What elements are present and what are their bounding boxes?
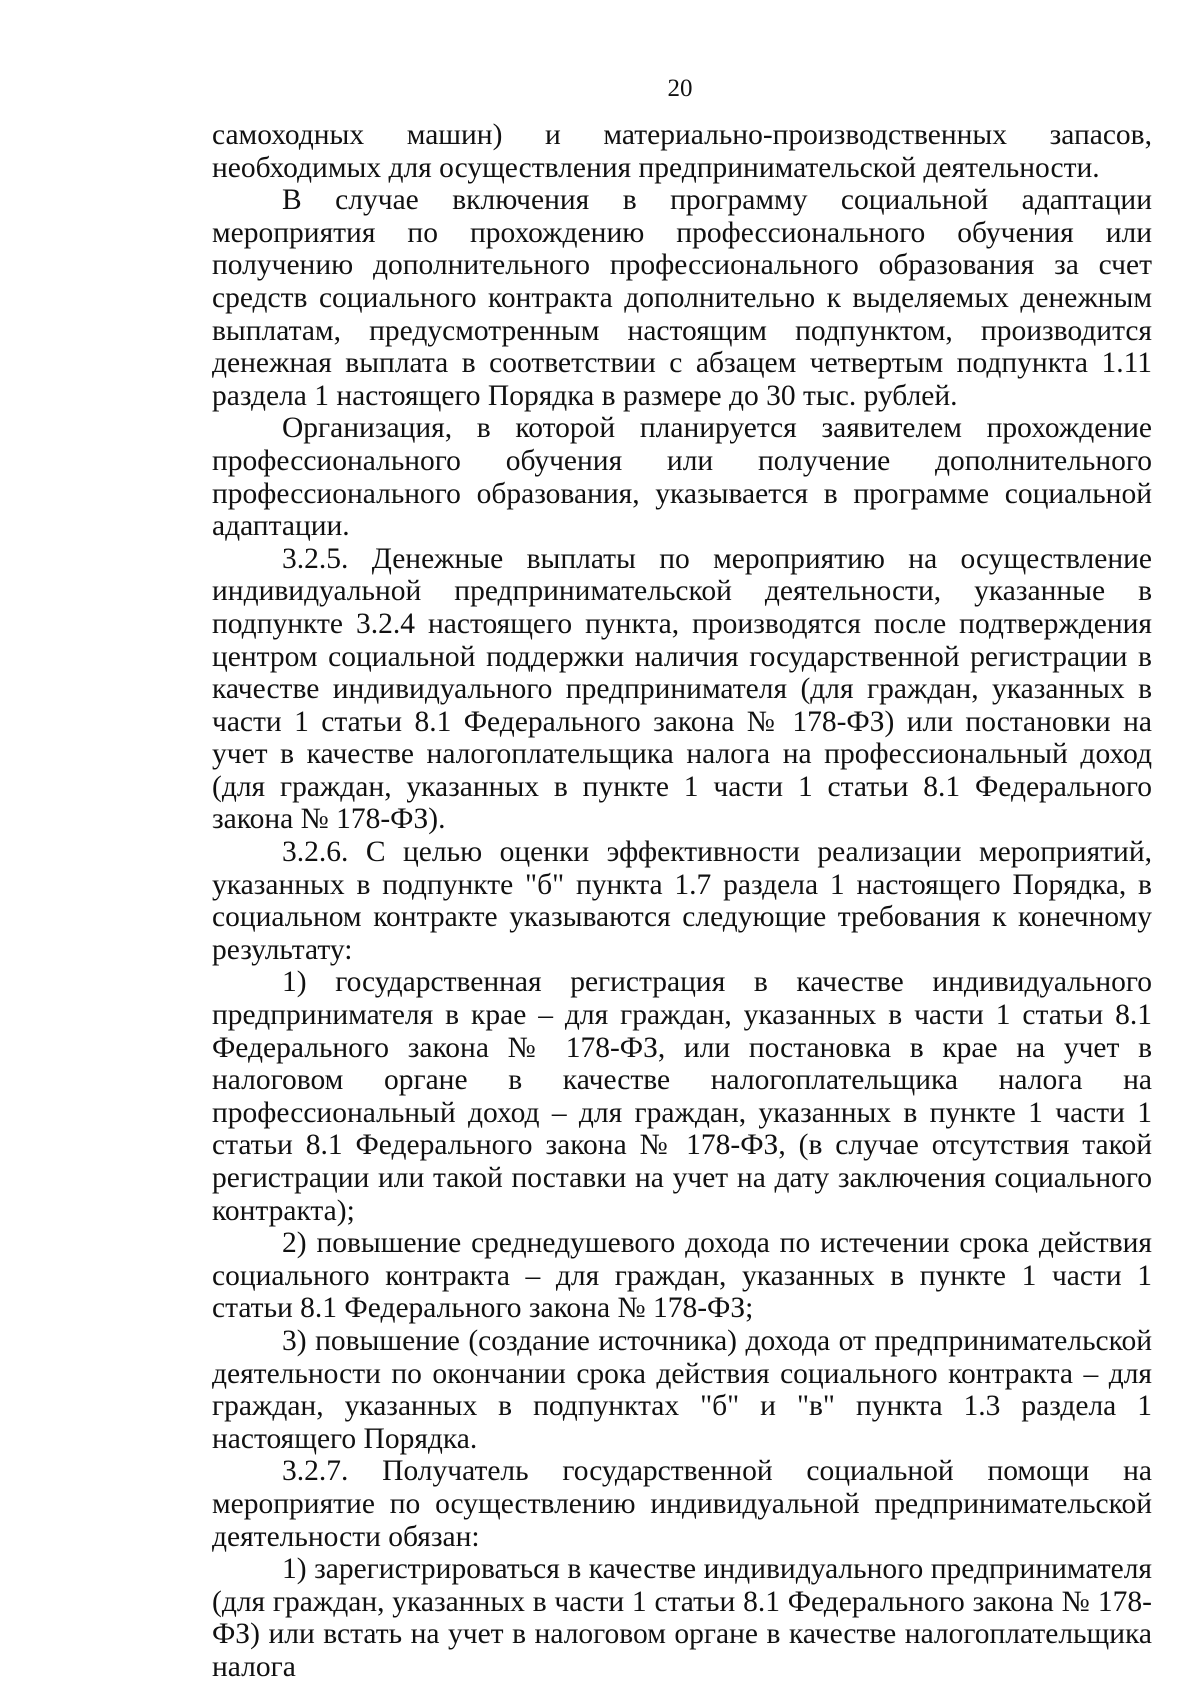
- paragraph-3-2-6-item-3: 3) повышение (создание источника) дохода от предпринимательской деятельности по окончании срока действия социального контракта – для граждан, указанных в подпунктах "б" и "в" пункта 1.3 раздела 1 настоящего Порядка.: [212, 1324, 1152, 1455]
- paragraph-3-2-7-item-1: 1) зарегистрироваться в качестве индивидуального предпринимателя (для граждан, указанных в части 1 статьи 8.1 Федерального закона № 178-ФЗ) или встать на учет в налоговом органе в качестве налогоплательщика налога: [212, 1553, 1152, 1683]
- paragraph-organization: Организация, в которой планируется заявителем прохождение профессионального обучения или получение дополнительного профессионального образования, указывается в программе социальной адаптации.: [212, 412, 1152, 543]
- paragraph-3-2-6: 3.2.6. С целью оценки эффективности реализации мероприятий, указанных в подпункте "б" пункта 1.7 раздела 1 настоящего Порядка, в социальном контракте указываются следующие требования к конечному результату:: [212, 836, 1152, 966]
- document-body: [212, 119, 1152, 1684]
- paragraph-3-2-6-item-1: 1) государственная регистрация в качестве индивидуального предпринимателя в крае – для граждан, указанных в части 1 статьи 8.1 Федерального закона № 178-ФЗ, или постановка в крае на учет в налоговом органе в качестве налогоплательщика налога на профессиональный доход – для граждан, указанных в пункте 1 части 1 статьи 8.1 Федерального закона № 178-ФЗ, (в случае отсутствия такой регистрации или такой поставки на учет на дату заключения социального контракта);: [212, 966, 1152, 1227]
- paragraph-3-2-7: 3.2.7. Получатель государственной социальной помощи на мероприятие по осуществлению индивидуальной предпринимательской деятельности обязан:: [212, 1455, 1152, 1553]
- paragraph-3-2-5: 3.2.5. Денежные выплаты по мероприятию на осуществление индивидуальной предпринимательской деятельности, указанные в подпункте 3.2.4 настоящего пункта, производятся после подтверждения центром социальной поддержки наличия государственной регистрации в качестве индивидуального предпринимателя (для граждан, указанных в части 1 статьи 8.1 Федерального закона № 178-ФЗ) или постановки на учет в качестве налогоплательщика налога на профессиональный доход (для граждан, указанных в пункте 1 части 1 статьи 8.1 Федерального закона № 178-ФЗ).: [212, 542, 1152, 836]
- page-number: 20: [667, 75, 693, 102]
- paragraph-3-2-6-item-2: 2) повышение среднедушевого дохода по истечении срока действия социального контракта – для граждан, указанных в пункте 1 части 1 статьи 8.1 Федерального закона № 178-ФЗ;: [212, 1227, 1152, 1325]
- paragraph-continuation: самоходных машин) и материально-производственных запасов, необходимых для осуществления предпринимательской деятельности.: [212, 119, 1152, 184]
- paragraph-professional-training: В случае включения в программу социальной адаптации мероприятия по прохождению профессионального обучения или получению дополнительного профессионального образования за счет средств социального контракта дополнительно к выделяемых денежным выплатам, предусмотренным настоящим подпунктом, производится денежная выплата в соответствии с абзацем четвертым подпункта 1.11 раздела 1 настоящего Порядка в размере до 30 тыс. рублей.: [212, 184, 1152, 412]
